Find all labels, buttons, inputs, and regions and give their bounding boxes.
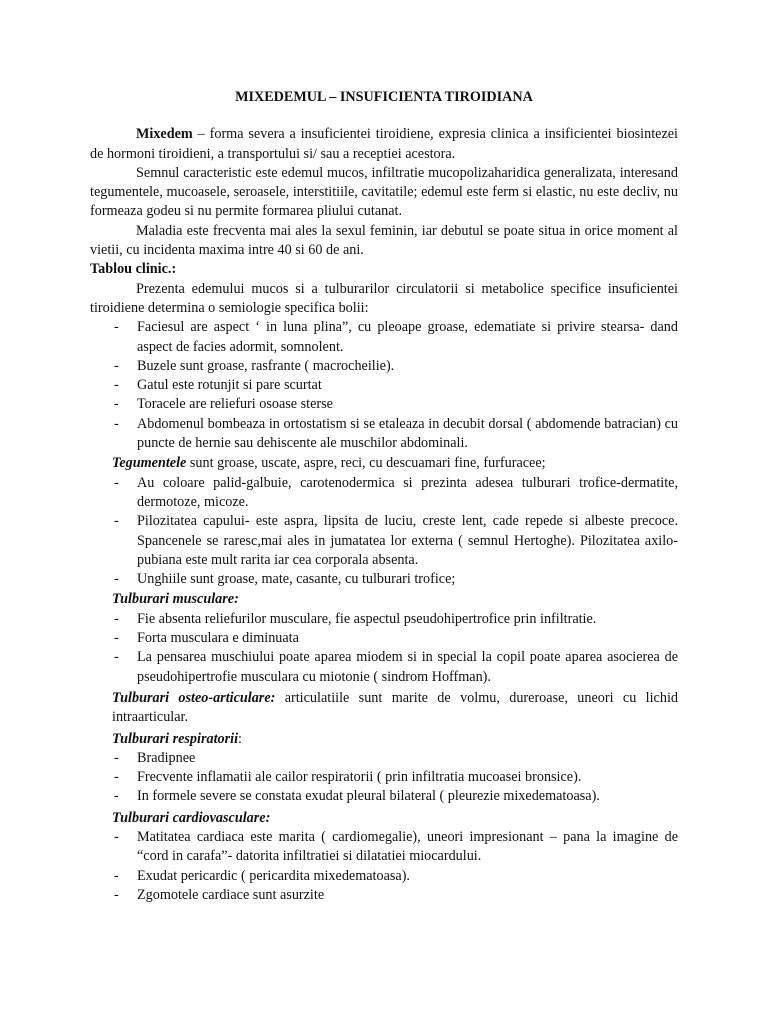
intro-paragraph-1	[90, 125, 678, 164]
list-item: - Au coloare palid-galbuie, carotenodermica si prezinta adesea tulburari trofice-dermatite, dermotoze, micoze.	[114, 474, 678, 513]
list-item: - Matitatea cardiaca este marita ( cardiomegalie), uneori impresionant – pana la imagine de “cord in carafa”- datorita infiltratiei si dilatatiei miocardului.	[114, 828, 678, 867]
musculare-list	[90, 610, 678, 687]
clinic-heading: Tablou clinic.:	[90, 261, 177, 278]
tegumente-text: sunt groase, uscate, aspre, reci, cu descuamari fine, furfuracee;	[186, 455, 546, 472]
list-item: - Gatul este rotunjit si pare scurtat	[114, 376, 678, 395]
cardio-list	[90, 828, 678, 905]
respiratorii-heading	[112, 730, 678, 749]
list-item: - Exudat pericardic ( pericardita mixedematoasa).	[114, 867, 678, 886]
osteo-paragraph	[112, 689, 678, 728]
osteo-text: articulatiile sunt marite de volmu, dureroase, uneori cu lichid intraarticular.	[112, 689, 678, 726]
list-item: - Forta musculara e diminuata	[114, 629, 678, 648]
intro-paragraph-2: Semnul caracteristic este edemul mucos, infiltratie mucopolizaharidica generalizata, interesand tegumentele, mucoasele, seroasele, interstitiile, cavitatile; edemul este ferm si elastic, nu este decliv, nu formeaza godeu si nu permite formarea pliului cutanat.	[90, 164, 678, 220]
respiratorii-colon: :	[238, 730, 242, 747]
list-item: - Unghiile sunt groase, mate, casante, cu tulburari trofice;	[114, 570, 678, 589]
respiratorii-list	[90, 749, 678, 807]
list-item: - Abdomenul bombeaza in ortostatism si se etaleaza in decubit dorsal ( abdomende batracian) cu puncte de hernie sau dehiscente ale muschilor abdominali.	[114, 415, 678, 454]
respiratorii-heading-text: Tulburari respiratorii	[112, 730, 239, 747]
list-item: - Bradipnee	[114, 749, 678, 768]
list-item: - Zgomotele cardiace sunt asurzite	[114, 886, 678, 905]
list-item: - Buzele sunt groase, rasfrante ( macrocheilie).	[114, 357, 678, 376]
osteo-lead: Tulburari osteo-articulare:	[112, 689, 276, 706]
list-item: - Toracele are reliefuri osoase sterse	[114, 395, 678, 414]
tegumente-lead: Tegumentele	[112, 455, 187, 472]
list-item: - Faciesul are aspect ‘ in luna plina”, cu pleoape groase, edematiate si privire stearsa- dand aspect de facies adormit, somnolent.	[114, 318, 678, 357]
clinic-paragraph: Prezenta edemului mucos si a tulburarilor circulatorii si metabolice specifice insuficientei tiroidiene determina o semiologie specifica bolii:	[90, 280, 678, 316]
musculare-heading: Tulburari musculare:	[112, 591, 239, 608]
list-item: - Fie absenta reliefurilor musculare, fie aspectul pseudohipertrofice prin infiltratie.	[114, 610, 678, 629]
intro-paragraph-3: Maladia este frecventa mai ales la sexul feminin, iar debutul se poate situa in orice moment al vietii, cu incidenta maxima intre 40 si 60 de ani.	[90, 222, 678, 259]
list-item: - Frecvente inflamatii ale cailor respiratorii ( prin infiltratia mucoasei bronsice).	[114, 768, 678, 787]
list-item: - In formele severe se constata exudat pleural bilateral ( pleurezie mixedematoasa).	[114, 787, 678, 806]
tegumente-list	[90, 474, 678, 590]
tegumente-paragraph	[112, 454, 678, 473]
cardio-heading: Tulburari cardiovasculare:	[112, 809, 271, 826]
list-item: - La pensarea muschiului poate aparea miodem si in special la copil poate aparea asocierea de pseudohipertrofie musculara cu miotonie ( sindrom Hoffman).	[114, 648, 678, 687]
page-title: MIXEDEMUL – INSUFICIENTA TIROIDIANA	[235, 89, 533, 105]
intro-paragraph-1-text: – forma severa a insuficientei tiroidiene, expresia clinica a insificientei biosintezei de hormoni tiroidieni, a transportului si/ sau a receptiei acestora.	[90, 126, 678, 162]
list-item: - Pilozitatea capului- este aspra, lipsita de luciu, creste lent, cade repede si albeste precoce. Spancenele se raresc,mai ales in jumatatea lor externa ( semnul Hertoghe). Pilozitatea axilo-pubiana este mult rarita iar cea corporala absenta.	[114, 512, 678, 570]
term-mixedem: Mixedem	[136, 126, 193, 143]
clinic-list	[90, 318, 678, 453]
